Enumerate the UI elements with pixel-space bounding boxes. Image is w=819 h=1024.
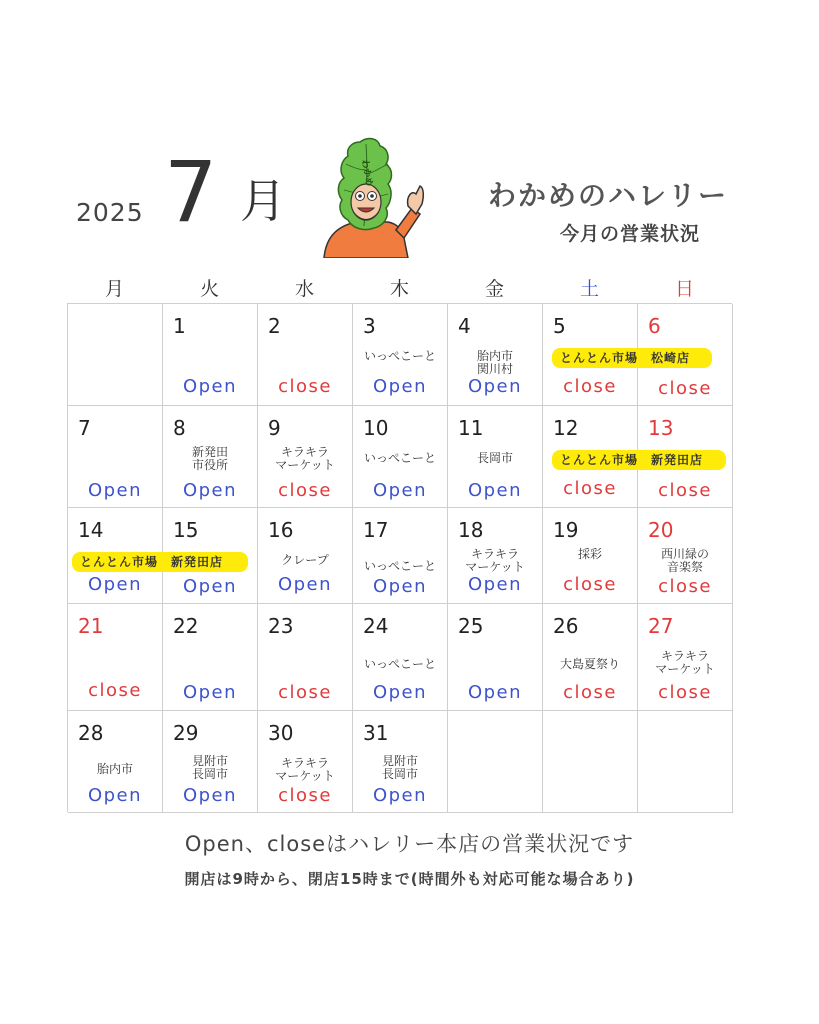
status-open: Open xyxy=(277,574,333,595)
status-close: close xyxy=(278,480,332,501)
day-number: 11 xyxy=(458,416,484,440)
svg-text:わかめ: わかめ xyxy=(359,158,374,188)
day-number: 26 xyxy=(553,614,579,638)
calendar-cell xyxy=(543,711,638,813)
calendar-cell xyxy=(258,304,353,406)
event-band-shibata-2: とんとん市場 新発田店 xyxy=(72,552,248,572)
event-label: クレープ xyxy=(281,553,329,567)
day-number: 10 xyxy=(363,416,389,440)
day-number: 28 xyxy=(78,721,104,745)
weekday-tue: 火 xyxy=(199,278,219,300)
day-number: 18 xyxy=(458,518,484,542)
calendar-cell xyxy=(448,304,543,406)
event-label: 見附市 長岡市 xyxy=(381,754,418,781)
event-label: 新発田 市役所 xyxy=(191,445,228,472)
calendar-cell xyxy=(68,304,163,406)
status-close: close xyxy=(278,785,332,806)
event-label: いっぺこーと xyxy=(363,451,436,465)
day-number: 4 xyxy=(458,314,471,338)
event-label: いっぺこーと xyxy=(363,559,436,573)
event-band-matsuzaki: とんとん市場 松崎店 xyxy=(552,348,712,368)
calendar-cell xyxy=(258,508,353,604)
status-close: close xyxy=(563,478,617,499)
event-label: 長岡市 xyxy=(476,451,513,465)
day-number: 19 xyxy=(553,518,579,542)
status-open: Open xyxy=(467,682,523,703)
day-number: 1 xyxy=(173,314,186,338)
day-number: 23 xyxy=(268,614,294,638)
calendar-cell xyxy=(353,711,448,813)
status-open: Open xyxy=(372,480,428,501)
calendar-cell xyxy=(258,711,353,813)
day-number: 7 xyxy=(78,416,91,440)
event-label: 胎内市 関川村 xyxy=(476,349,513,376)
status-close: close xyxy=(563,682,617,703)
month-number: 7 xyxy=(164,143,218,241)
calendar-cell xyxy=(163,406,258,508)
event-band-shibata: とんとん市場 新発田店 xyxy=(552,450,726,470)
day-number: 27 xyxy=(648,614,674,638)
status-close: close xyxy=(563,574,617,595)
event-label: 西川緑の 音楽祭 xyxy=(660,547,709,574)
day-number: 13 xyxy=(648,416,674,440)
status-close: close xyxy=(563,376,617,397)
day-number: 9 xyxy=(268,416,281,440)
status-close: close xyxy=(278,376,332,397)
wakame-mascot-icon xyxy=(316,134,428,258)
calendar-cell xyxy=(353,508,448,604)
status-open: Open xyxy=(182,682,238,703)
event-label: キラキラ マーケット xyxy=(655,649,715,676)
day-number: 5 xyxy=(553,314,566,338)
status-close: close xyxy=(658,480,712,501)
status-open: Open xyxy=(467,480,523,501)
calendar-cell xyxy=(68,711,163,813)
status-close: close xyxy=(658,682,712,703)
weekday-fri: 金 xyxy=(484,278,504,300)
event-label: キラキラ マーケット xyxy=(275,756,335,783)
event-label: いっぺこーと xyxy=(363,349,436,363)
calendar-cell xyxy=(353,304,448,406)
weekday-header xyxy=(67,274,732,301)
day-number: 15 xyxy=(173,518,199,542)
page-subtitle: 今月の営業状況 xyxy=(560,223,701,245)
footer-note: Open、closeはハレリー本店の営業状況です xyxy=(184,832,635,856)
event-label: キラキラ マーケット xyxy=(275,445,335,472)
calendar-cell xyxy=(638,711,733,813)
day-number: 14 xyxy=(78,518,104,542)
status-open: Open xyxy=(182,376,238,397)
day-number: 3 xyxy=(363,314,376,338)
weekday-sun: 日 xyxy=(674,278,694,300)
status-open: Open xyxy=(182,480,238,501)
day-number: 24 xyxy=(363,614,389,638)
month-char: 月 xyxy=(240,174,286,228)
calendar-cell xyxy=(163,711,258,813)
page-title: わかめのハレリー xyxy=(488,179,729,212)
status-open: Open xyxy=(182,785,238,806)
calendar-cell xyxy=(353,604,448,711)
event-label: キラキラ マーケット xyxy=(465,547,525,574)
calendar-cell xyxy=(638,604,733,711)
day-number: 29 xyxy=(173,721,199,745)
calendar-cell xyxy=(543,604,638,711)
status-open: Open xyxy=(467,574,523,595)
status-close: close xyxy=(658,378,712,399)
calendar-cell xyxy=(448,604,543,711)
calendar-cell xyxy=(448,406,543,508)
status-open: Open xyxy=(372,785,428,806)
day-number: 25 xyxy=(458,614,484,638)
calendar-cell xyxy=(68,406,163,508)
status-open: Open xyxy=(182,576,238,597)
status-open: Open xyxy=(372,682,428,703)
day-number: 12 xyxy=(553,416,579,440)
event-label: 大島夏祭り xyxy=(559,657,620,671)
day-number: 22 xyxy=(173,614,199,638)
event-label: 見附市 長岡市 xyxy=(191,754,228,781)
status-close: close xyxy=(88,680,142,701)
calendar-cell xyxy=(448,508,543,604)
status-open: Open xyxy=(467,376,523,397)
day-number: 2 xyxy=(268,314,281,338)
day-number: 30 xyxy=(268,721,294,745)
calendar-cell xyxy=(163,304,258,406)
status-open: Open xyxy=(87,574,143,595)
weekday-wed: 水 xyxy=(294,278,314,300)
day-number: 21 xyxy=(78,614,104,638)
calendar-cell xyxy=(448,711,543,813)
day-number: 6 xyxy=(648,314,661,338)
event-label: いっぺこーと xyxy=(363,657,436,671)
calendar-cell xyxy=(638,508,733,604)
weekday-mon: 月 xyxy=(104,278,124,300)
status-open: Open xyxy=(87,480,143,501)
weekday-sat: 土 xyxy=(579,278,599,300)
calendar-cell xyxy=(258,406,353,508)
calendar-cell xyxy=(543,508,638,604)
footer-hours: 開店は9時から、閉店15時まで(時間外も対応可能な場合あり) xyxy=(184,870,635,888)
year-label: 2025 xyxy=(76,198,144,227)
weekday-thu: 木 xyxy=(389,278,409,300)
status-open: Open xyxy=(87,785,143,806)
calendar-cell xyxy=(353,406,448,508)
event-label: 胎内市 xyxy=(96,762,133,776)
day-number: 31 xyxy=(363,721,389,745)
status-open: Open xyxy=(372,576,428,597)
day-number: 16 xyxy=(268,518,294,542)
day-number: 20 xyxy=(648,518,674,542)
calendar-cell xyxy=(163,604,258,711)
calendar-cell xyxy=(258,604,353,711)
day-number: 8 xyxy=(173,416,186,440)
day-number: 17 xyxy=(363,518,389,542)
status-open: Open xyxy=(372,376,428,397)
event-label: 採彩 xyxy=(577,547,602,561)
status-close: close xyxy=(278,682,332,703)
calendar-cell xyxy=(68,604,163,711)
status-close: close xyxy=(658,576,712,597)
